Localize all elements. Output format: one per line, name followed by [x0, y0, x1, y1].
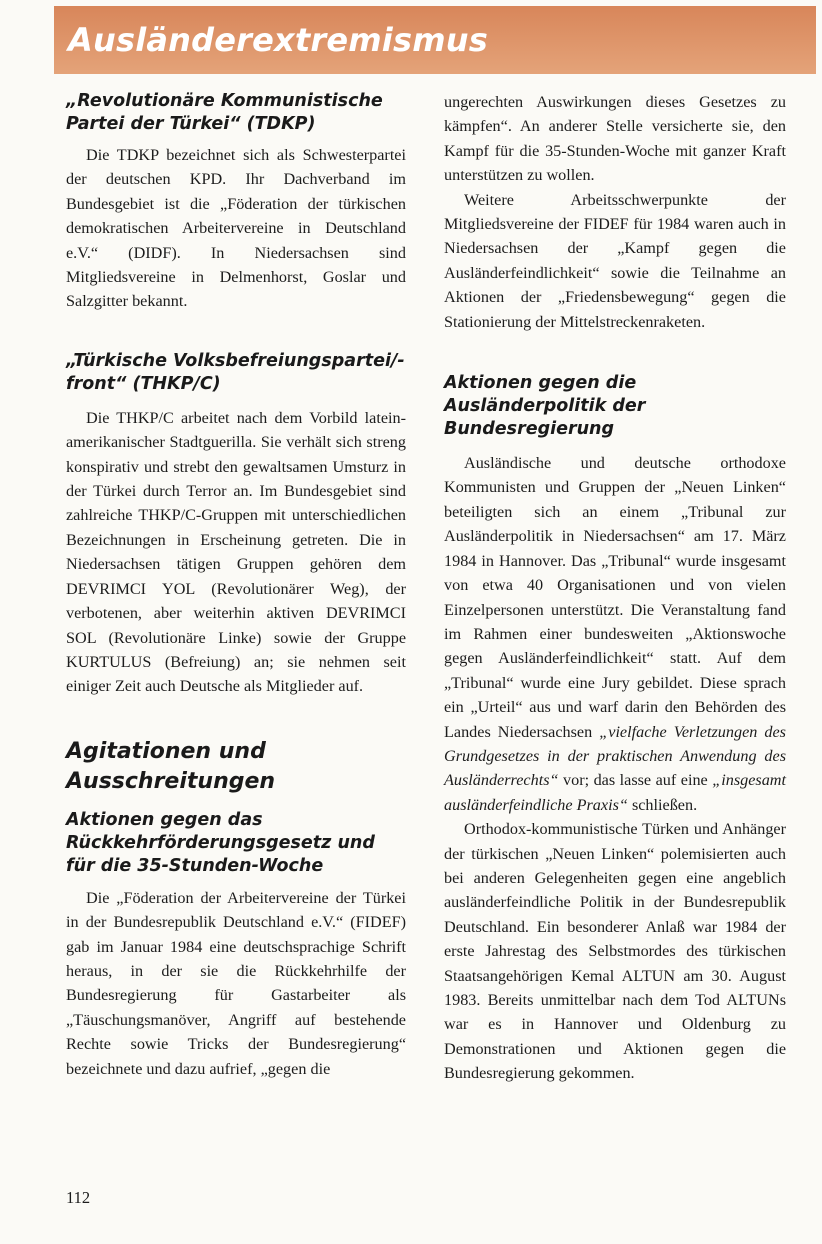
paragraph-altun: Orthodox-kommunistische Türken und Anhänger der türkischen „Neuen Linken“ polemisierten auch bei anderen Gelegenheiten gegen eine angeblich ausländerfeindliche Politik in der Bundesrepublik Deutschland. Ein besonderer Anlaß war 1984 der erste Jahrestag des Selbstmordes des türkischen Staatsangehörigen Kemal ALTUN am 30. August 1983. Bereits unmittelbar nach dem Tod ALTUNs war es in Hannover und Oldenburg zu Demonstrationen und Aktionen gegen die Bundesregierung gekommen.: [444, 820, 786, 1083]
paragraph-fidef: Die „Föderation der Arbeitervereine der Türkei in der Bundesrepublik Deutschland e.V.“ (FIDEF) gab im Januar 1984 eine deutschsprachige Schrift heraus, in der sie die Rückkehrhilfe der Bundesregierung für Gastarbeiter als „Täuschungsmanöver, Angriff auf bestehende Rechte sowie Tricks der Bundesregierung“ bezeichnete und dazu aufrief, „gegen die: [66, 888, 406, 1078]
section-agitationen: [66, 737, 406, 1081]
quote-verletzungen: „vielfache Verletzungen des Grundgesetzes in der praktischen Anwendung des Ausländerrechts“: [444, 722, 786, 790]
section-auslaenderpolitik: [444, 372, 786, 1086]
page-number: 112: [66, 1188, 91, 1207]
section-thkpc: [66, 350, 406, 699]
heading-auslaenderpolitik: Aktionen gegen die Ausländerpolitik der Bundesregierung: [444, 373, 646, 440]
heading-thkpc: „Türkische Volksbefreiungspartei/-front“ (THKP/C): [66, 350, 405, 394]
paragraph-schwerpunkte: Weitere Arbeitsschwerpunkte der Mitgliedsvereine der FIDEF für 1984 waren auch in Niedersachsen der „Kampf gegen die Ausländerfeindlichkeit“ sowie die Teilnahme an Aktionen der „Friedensbewegung“ gegen die Stationierung der Mittelstreckenraketen.: [444, 190, 786, 331]
section-tdkp: [66, 90, 406, 314]
chapter-banner: [54, 6, 816, 74]
chapter-title: Ausländerextremismus: [68, 21, 488, 59]
paragraph-tribunal: Ausländische und deutsche orthodoxe Kommunisten und Gruppen der „Neuen Linken“ beteiligten sich an einem „Tribunal zur Ausländerpolitik in Niedersachsen“ am 17. März 1984 in Hannover. Das „Tribunal“ wurde insgesamt von etwa 40 Organisationen und von vielen Einzelpersonen unterstützt. Die Veranstaltung fand im Rahmen einer bundesweiten „Aktionswoche gegen Ausländerfeindlichkeit“ statt. Auf dem „Tribunal“ wurde eine Jury gebildet. Diese sprach ein „Urteil“ aus und warf darin den Behörden des Landes Niedersachsen „vielfache Verletzungen des Grundgesetzes in der praktischen Anwendung des Ausländerrechts“ vor; das lasse auf eine „insgesamt ausländerfeindliche Praxis“ schließen.: [444, 454, 786, 814]
right-column: [444, 90, 786, 1086]
left-column: [66, 90, 406, 1081]
section-title-agitationen: Agitationen und Ausschreitungen: [66, 738, 276, 794]
paragraph-continued: ungerechten Auswirkungen dieses Gesetzes zu kämpfen“. An anderer Stelle versicherte sie, den Kampf für die 35-Stunden-Woche mit ganzer Kraft unterstützen zu wollen.: [444, 93, 786, 185]
heading-rueckkehr: Aktionen gegen das Rückkehrförderungsgesetz und für die 35-Stunden-Woche: [66, 809, 375, 876]
paragraph-tdkp: Die TDKP bezeichnet sich als Schwesterpartei der deutschen KPD. Ihr Dachverband im Bundesgebiet ist die „Föderation der türkischen demokratischen Arbeitervereine in Deutschland e.V.“ (DIDF). In Niedersachsen sind Mitgliedsvereine in Delmenhorst, Goslar und Salzgitter bekannt.: [66, 146, 406, 311]
paragraph-thkpc: Die THKP/C arbeitet nach dem Vorbild latein-amerikanischer Stadtguerilla. Sie verhält sich streng konspirativ und strebt den gewaltsamen Umsturz in der Türkei durch Terror an. Im Bundesgebiet sind zahlreiche THKP/C-Gruppen mit unterschiedlichen Bezeichnungen in Erscheinung getreten. Die in Niedersachsen tätigen Gruppen gehören dem DEVRIMCI YOL (Revolutionärer Weg), der verbotenen, aber weiterhin aktiven DEVRIMCI SOL (Revolutionäre Linke) sowie der Gruppe KURTULUS (Befreiung) an; sie nehmen seit einiger Zeit auch Deutsche als Mitglieder auf.: [66, 408, 406, 696]
quote-praxis: „insgesamt ausländerfeindliche Praxis“: [444, 771, 786, 814]
heading-tdkp: „Revolutionäre Kommunistische Partei der Türkei“ (TDKP): [66, 91, 383, 134]
